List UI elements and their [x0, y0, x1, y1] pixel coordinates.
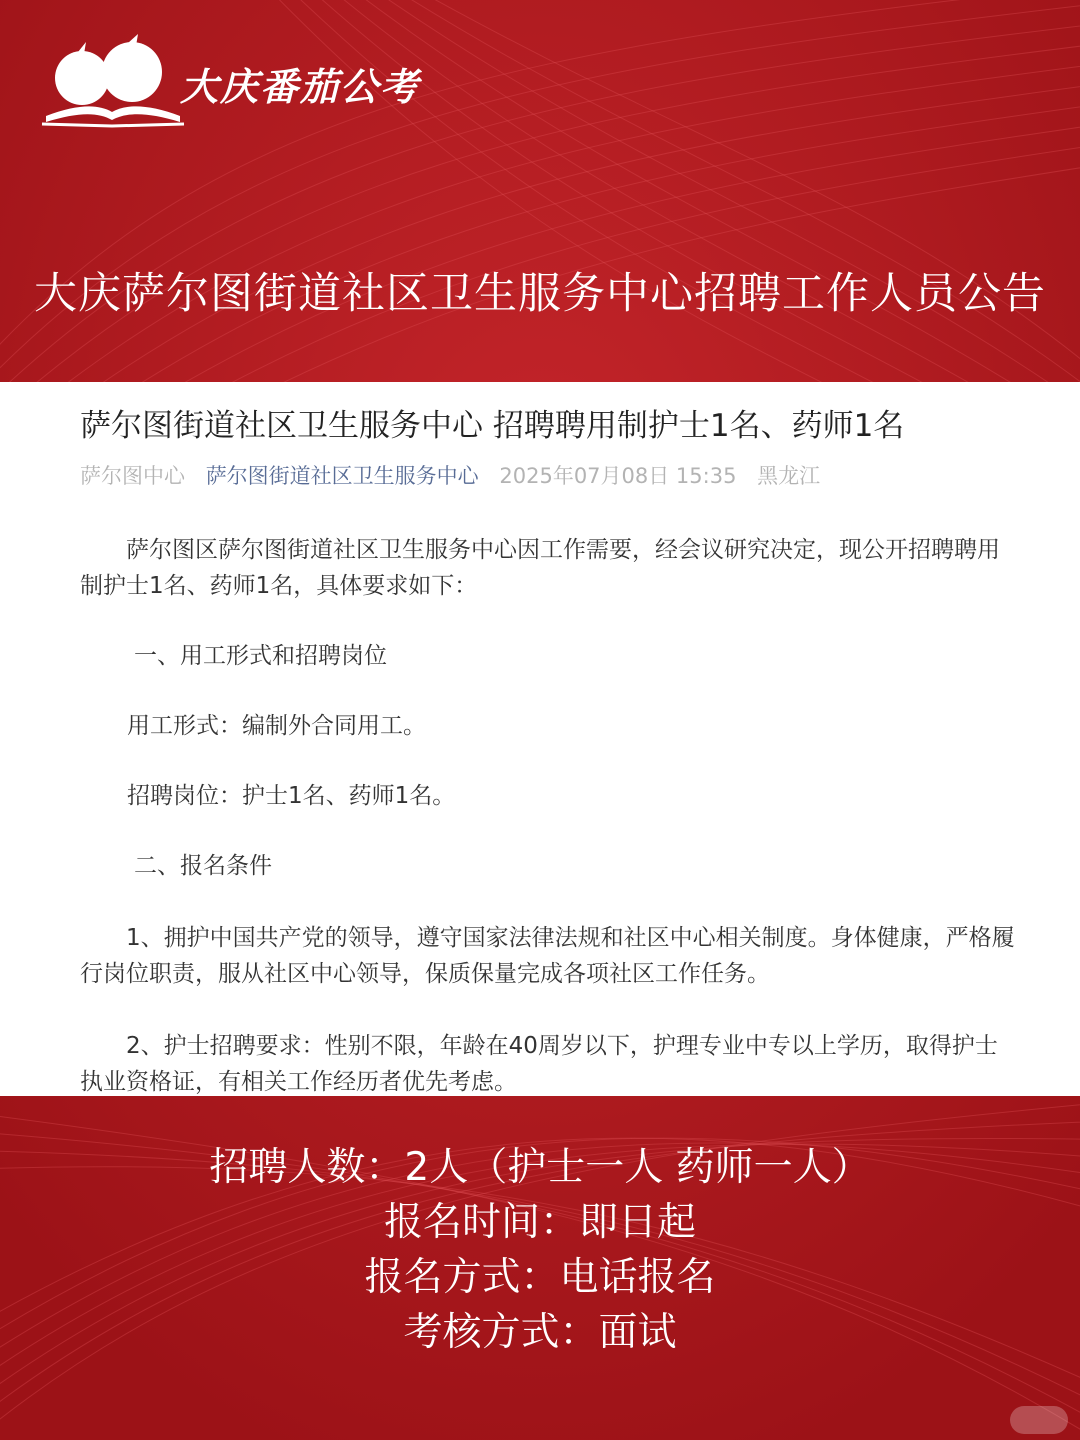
recruitment-summary [0, 1140, 1080, 1360]
condition2-paragraph: 2、护士招聘要求：性别不限，年龄在40周岁以下，护理专业中专以上学历，取得护士执业资格证，有相关工作经历者优先考虑。 [80, 1033, 998, 1095]
positions-paragraph: 招聘岗位：护士1名、药师1名。 [127, 783, 456, 809]
watermark-badge [1010, 1406, 1068, 1434]
page-headline: 大庆萨尔图街道社区卫生服务中心招聘工作人员公告 [34, 269, 1046, 319]
intro-paragraph: 萨尔图区萨尔图街道社区卫生服务中心因工作需要，经会议研究决定，现公开招聘聘用制护士1名、药师1名，具体要求如下： [80, 537, 1000, 599]
article-meta [80, 460, 834, 490]
meta-organization-link[interactable]: 萨尔图街道社区卫生服务中心 [205, 464, 479, 488]
article-title: 萨尔图街道社区卫生服务中心 招聘聘用制护士1名、药师1名 [80, 408, 905, 444]
meta-source: 萨尔图中心 [80, 464, 185, 488]
summary-registration-time: 报名时间：即日起 [383, 1200, 696, 1245]
section2-heading: 二、报名条件 [134, 853, 272, 879]
meta-region: 黑龙江 [757, 464, 821, 488]
article-card [0, 382, 1080, 1096]
condition1-paragraph: 1、拥护中国共产党的领导，遵守国家法律法规和社区中心相关制度。身体健康，严格履行岗位职责，服从社区中心领导，保质保量完成各项社区工作任务。 [80, 925, 1015, 987]
summary-registration-method: 报名方式：电话报名 [364, 1255, 716, 1300]
section1-heading: 一、用工形式和招聘岗位 [134, 643, 387, 669]
meta-datetime: 2025年07月08日 15:35 [499, 464, 737, 488]
brand-name: 大庆番茄公考 [180, 65, 421, 109]
tomato-book-logo [38, 34, 188, 130]
summary-headcount: 招聘人数：2人（护士一人 药师一人） [209, 1145, 871, 1190]
summary-assessment-method: 考核方式：面试 [403, 1310, 677, 1355]
employment-form-paragraph: 用工形式：编制外合同用工。 [127, 713, 426, 739]
